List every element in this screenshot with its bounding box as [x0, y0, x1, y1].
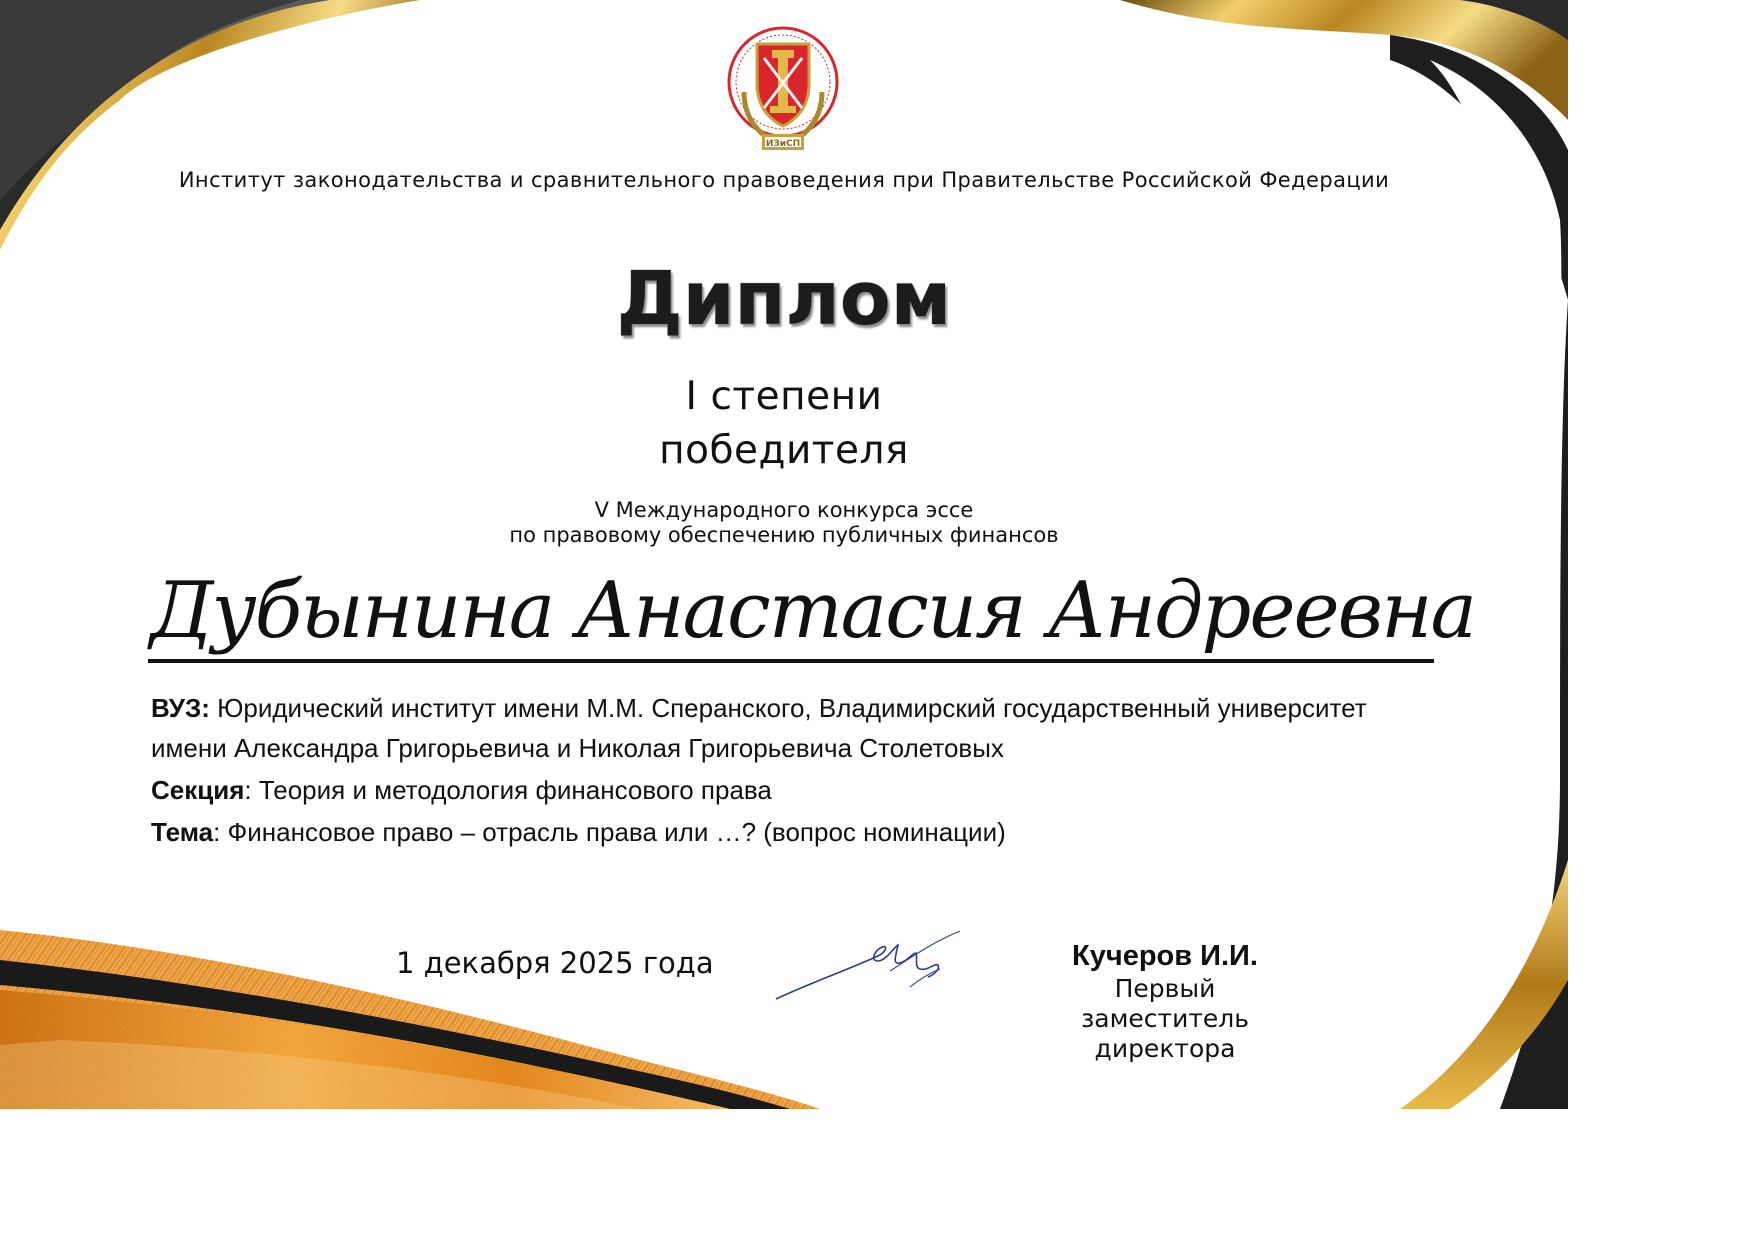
- university-label: ВУЗ:: [151, 693, 210, 723]
- recipient-name: Дубынина Анастасия Андреевна: [150, 566, 1475, 656]
- recipient-name-underline: [148, 659, 1434, 663]
- award-type: победителя: [659, 428, 909, 473]
- contest-name-line-2: по правовому обеспечению публичных финансов: [509, 523, 1059, 547]
- topic-label: Тема: [151, 817, 214, 847]
- document-title: Диплом: [616, 256, 952, 342]
- topic-row: [151, 812, 1411, 852]
- section-label: Секция: [151, 775, 245, 805]
- university-value: Юридический институт имени М.М. Сперанского, Владимирский государственный университет имени Александра Григорьевича и Николая Григорьевича Столетовых: [151, 693, 1367, 763]
- signatory-position: Первый заместитель директора: [1080, 974, 1250, 1063]
- university-row: [151, 688, 1411, 768]
- degree-line: I степени: [685, 374, 883, 419]
- handwritten-signature-icon: [770, 925, 970, 1005]
- topic-value: : Финансовое право – отрасль права или …? (вопрос номинации): [213, 817, 1006, 847]
- section-value: : Теория и методология финансового права: [244, 775, 772, 805]
- contest-name-line-1: V Международного конкурса эссе: [594, 498, 974, 522]
- institute-emblem-icon: [724, 22, 842, 158]
- seal-monogram: ИЗиСП: [765, 139, 801, 149]
- section-row: [151, 770, 1411, 810]
- institution-name: Институт законодательства и сравнительного правоведения при Правительстве Российской Федерации: [178, 168, 1390, 192]
- signatory-name: Кучеров И.И.: [1072, 940, 1258, 972]
- issue-date: 1 декабря 2025 года: [396, 946, 714, 980]
